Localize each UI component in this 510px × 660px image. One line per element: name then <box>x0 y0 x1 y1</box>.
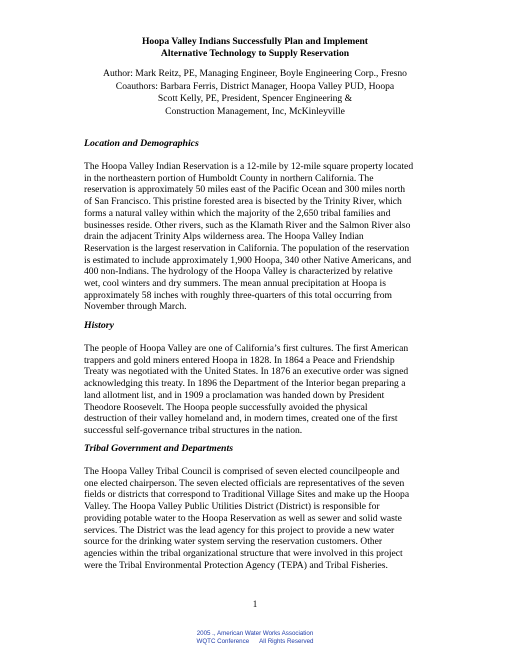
paragraph-line: fields or districts that correspond to Traditional Village Sites and make up the Hoopa <box>84 489 410 501</box>
paragraph-line: agencies within the tribal organizational structure that were involved in this project <box>84 547 403 559</box>
section-heading-location: Location and Demographics <box>84 138 199 149</box>
paragraph-line: The people of Hoopa Valley are one of California’s first cultures. The first American <box>84 343 409 354</box>
section-body-location <box>84 161 434 313</box>
section-body-history <box>84 343 434 437</box>
footer-line-2: WQTC Conference All Rights Reserved <box>196 638 314 645</box>
paragraph-line: forms a natural valley within which the majority of the 2,650 tribal families and <box>84 207 391 219</box>
paragraph-line: successful self-governance tribal structures in the nation. <box>84 424 303 436</box>
paragraph-line: one elected chairperson. The seven elected officials are representatives of the seven <box>84 477 405 489</box>
page-number: 1 <box>252 599 258 609</box>
paragraph-line: Treaty was negotiated with the United States. In 1876 an executive order was signed <box>84 366 409 378</box>
paragraph-line: wet, cool winters and dry summers. The mean annual precipitation at Hoopa is <box>84 278 386 290</box>
author-line: Author: Mark Reitz, PE, Managing Engineer, Boyle Engineering Corp., Fresno <box>103 68 407 79</box>
paragraph-line: source for the drinking water system serving the reservation customers. Other <box>84 536 383 548</box>
section-body-tribal-government <box>84 466 434 571</box>
paragraph-line: November through March. <box>84 301 187 313</box>
paragraph-line: acknowledging this treaty. In 1896 the Department of the Interior began preparing a <box>84 378 406 390</box>
copyright-footer <box>0 630 510 646</box>
coauthor-line-3: Construction Management, Inc, McKinleyville <box>165 105 345 117</box>
paragraph-line: in the northeastern portion of Humboldt County in northern California. The <box>84 172 374 184</box>
document-title <box>60 36 450 60</box>
section-heading-tribal-government: Tribal Government and Departments <box>84 443 234 454</box>
paragraph-line: drain the adjacent Trinity Alps wilderness area. The Hoopa Valley Indian <box>84 231 364 243</box>
paragraph-line: 400 non-Indians. The hydrology of the Hoopa Valley is characterized by relative <box>84 266 393 278</box>
author-block <box>60 68 450 118</box>
paragraph-line: were the Tribal Environmental Protection Agency (TEPA) and Tribal Fisheries. <box>84 559 388 571</box>
title-line-2: Alternative Technology to Supply Reservation <box>160 48 350 59</box>
paragraph-line: The Hoopa Valley Indian Reservation is a 12-mile by 12-mile square property located <box>84 161 414 172</box>
paragraph-line: approximately 58 inches with roughly three-quarters of this total occurring from <box>84 289 392 301</box>
section-heading-history: History <box>84 320 114 331</box>
paragraph-line: of San Francisco. This pristine forested area is bisected by the Trinity River, which <box>84 196 402 208</box>
paragraph-line: trappers and gold miners entered Hoopa in 1828. In 1864 a Peace and Friendship <box>84 354 395 366</box>
paragraph-line: land allotment list, and in 1909 a proclamation was handed down by President <box>84 389 385 401</box>
paragraph-line: providing potable water to the Hoopa Reservation as well as sewer and solid waste <box>84 512 402 524</box>
paragraph-line: destruction of their valley homeland and, in modern times, created one of the first <box>84 413 398 425</box>
footer-line-1: 2005 ., American Water Works Association <box>196 630 314 637</box>
paragraph-line: businesses reside. Other rivers, such as the Klamath River and the Salmon River also <box>84 219 411 231</box>
paragraph-line: Theodore Roosevelt. The Hoopa people successfully avoided the physical <box>84 401 368 413</box>
coauthor-line-2: Scott Kelly, PE, President, Spencer Engineering & <box>157 93 353 104</box>
coauthor-line-1: Coauthors: Barbara Ferris, District Manager, Hoopa Valley PUD, Hoopa <box>115 80 395 92</box>
title-line-1: Hoopa Valley Indians Successfully Plan and Implement <box>141 36 369 47</box>
paragraph-line: Valley. The Hoopa Valley Public Utilities District (District) is responsible for <box>84 501 380 513</box>
paragraph-line: Reservation is the largest reservation in California. The population of the reservation <box>84 242 410 254</box>
paragraph-line: The Hoopa Valley Tribal Council is comprised of seven elected councilpeople and <box>84 466 400 477</box>
paragraph-line: services. The District was the lead agency for this project to provide a new water <box>84 524 395 536</box>
paragraph-line: is estimated to include approximately 1,900 Hoopa, 340 other Native Americans, and <box>84 254 412 266</box>
paragraph-line: reservation is approximately 50 miles east of the Pacific Ocean and 300 miles north <box>84 184 406 196</box>
